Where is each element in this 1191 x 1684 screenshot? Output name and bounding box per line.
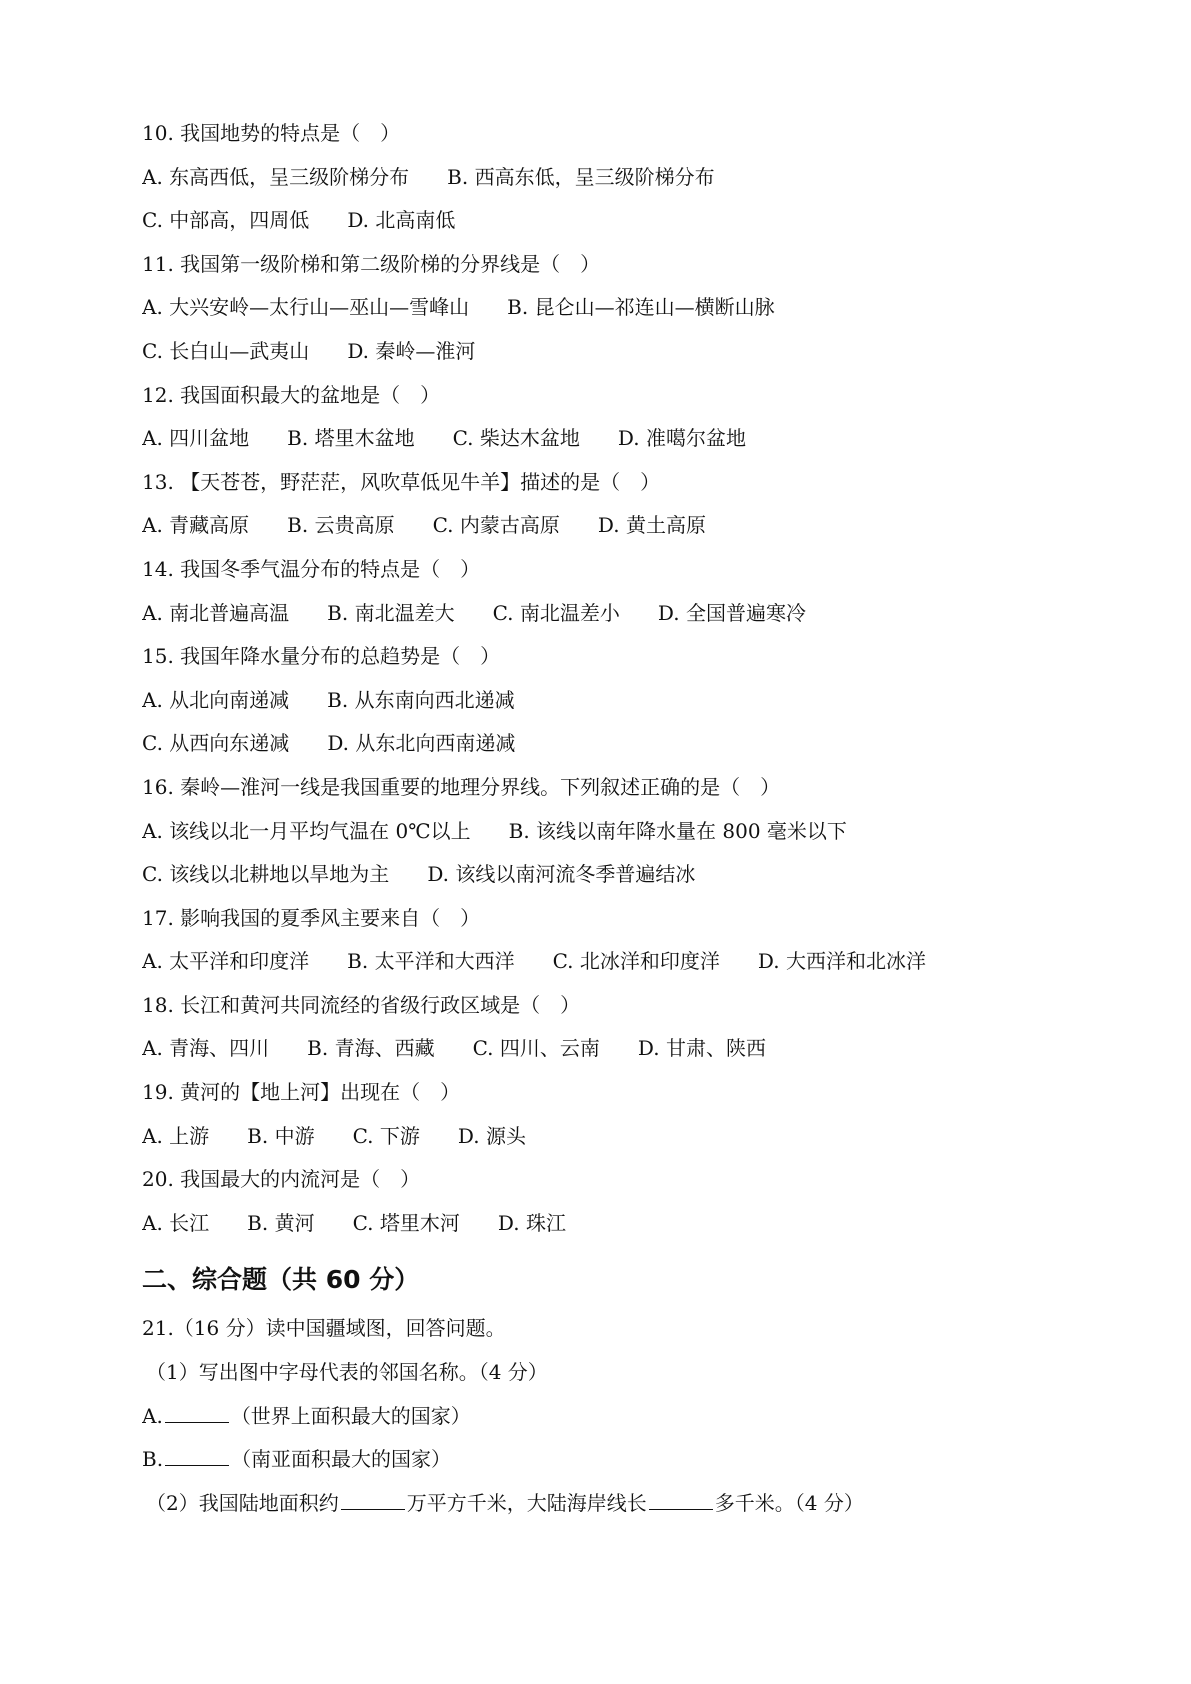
question-stem: 14. 我国冬季气温分布的特点是（ ） (142, 556, 481, 581)
answer-option[interactable]: B. 塔里木盆地 (287, 426, 415, 451)
answer-option[interactable]: C. 塔里木河 (352, 1210, 460, 1235)
answer-option[interactable]: D. 大西洋和北冰洋 (757, 949, 926, 974)
sub-question: （1）写出图中字母代表的邻国名称。（4 分） (146, 1360, 548, 1385)
answer-option[interactable]: C. 北冰洋和印度洋 (552, 949, 720, 974)
section-title: 二、综合题（共 60 分） (142, 1265, 420, 1295)
question-stem: 21.（16 分）读中国疆域图，回答问题。 (142, 1316, 506, 1341)
answer-option[interactable]: D. 从东北向西南递减 (327, 731, 516, 756)
answer-option[interactable]: C. 四川、云南 (472, 1036, 600, 1061)
answer-option[interactable]: B. 从东南向西北递减 (327, 687, 515, 712)
option-row (142, 1027, 1072, 1071)
question-stem: 18. 长江和黄河共同流经的省级行政区域是（ ） (142, 992, 581, 1017)
answer-option[interactable]: C. 南北温差小 (492, 600, 620, 625)
answer-option[interactable]: A. 上游 (142, 1123, 210, 1148)
answer-option[interactable]: D. 珠江 (497, 1210, 566, 1235)
answer-option[interactable]: B. 青海、西藏 (307, 1036, 435, 1061)
option-row (142, 722, 1072, 766)
answer-option[interactable]: B. 云贵高原 (287, 513, 395, 538)
option-row (142, 417, 1072, 461)
answer-option[interactable]: C. 内蒙古高原 (432, 513, 560, 538)
answer-option[interactable]: B. 中游 (247, 1123, 315, 1148)
sub-question (142, 1482, 1072, 1526)
answer-option[interactable]: A. 大兴安岭—太行山—巫山—雪峰山 (142, 295, 470, 320)
question-stem: 19. 黄河的【地上河】出现在（ ） (142, 1080, 461, 1105)
answer-option[interactable]: D. 北高南低 (347, 208, 456, 233)
question-stem: 16. 秦岭—淮河一线是我国重要的地理分界线。下列叙述正确的是（ ） (142, 774, 781, 799)
question-stem: 10. 我国地势的特点是（ ） (142, 121, 401, 145)
answer-option[interactable]: D. 准噶尔盆地 (617, 426, 746, 451)
answer-option[interactable]: C. 从西向东递减 (142, 731, 290, 756)
answer-option[interactable]: C. 中部高，四周低 (142, 208, 310, 233)
answer-option[interactable]: D. 该线以南河流冬季普遍结冰 (427, 862, 696, 887)
question-stem: 17. 影响我国的夏季风主要来自（ ） (142, 905, 481, 930)
answer-blank[interactable] (649, 1491, 713, 1510)
answer-option[interactable]: D. 黄土高原 (597, 513, 706, 538)
fill-note: （世界上面积最大的国家） (230, 1403, 471, 1428)
option-row (142, 286, 1072, 330)
option-row (142, 940, 1072, 984)
answer-option[interactable]: A. 东高西低，呈三级阶梯分布 (142, 164, 410, 189)
answer-option[interactable]: B. 该线以南年降水量在 800 毫米以下 (508, 818, 847, 843)
answer-option[interactable]: A. 南北普遍高温 (142, 600, 290, 625)
option-row (142, 199, 1072, 243)
option-row (142, 679, 1072, 723)
option-row (142, 1115, 1072, 1159)
question-stem: 12. 我国面积最大的盆地是（ ） (142, 382, 441, 407)
fill-prefix: A. (142, 1403, 163, 1428)
question-list (142, 112, 1072, 1525)
question-stem: 13. 【天苍苍，野茫茫，风吹草低见牛羊】描述的是（ ） (142, 469, 661, 494)
question-stem: 20. 我国最大的内流河是（ ） (142, 1167, 421, 1192)
answer-option[interactable]: A. 该线以北一月平均气温在 0℃以上 (142, 818, 471, 843)
answer-option[interactable]: C. 柴达木盆地 (452, 426, 580, 451)
answer-option[interactable]: A. 四川盆地 (142, 426, 250, 451)
option-row (142, 853, 1072, 897)
answer-option[interactable]: B. 太平洋和大西洋 (347, 949, 515, 974)
text-part: 多千米。（4 分） (714, 1490, 864, 1515)
answer-option[interactable]: B. 西高东低，呈三级阶梯分布 (447, 164, 715, 189)
answer-option[interactable]: B. 南北温差大 (327, 600, 455, 625)
answer-option[interactable]: B. 黄河 (247, 1210, 315, 1235)
answer-option[interactable]: C. 该线以北耕地以旱地为主 (142, 862, 390, 887)
answer-option[interactable]: A. 青海、四川 (142, 1036, 270, 1061)
option-row (142, 504, 1072, 548)
answer-blank[interactable] (165, 1404, 229, 1423)
question-stem: 15. 我国年降水量分布的总趋势是（ ） (142, 644, 501, 669)
answer-blank[interactable] (341, 1491, 405, 1510)
answer-option[interactable]: D. 甘肃、陕西 (637, 1036, 766, 1061)
answer-option[interactable]: A. 青藏高原 (142, 513, 250, 538)
option-row (142, 1202, 1072, 1246)
answer-option[interactable]: A. 长江 (142, 1210, 210, 1235)
answer-option[interactable]: B. 昆仑山—祁连山—横断山脉 (507, 295, 775, 320)
answer-option[interactable]: D. 源头 (457, 1123, 526, 1148)
answer-blank[interactable] (165, 1447, 229, 1466)
question-stem: 11. 我国第一级阶梯和第二级阶梯的分界线是（ ） (142, 251, 601, 276)
fill-note: （南亚面积最大的国家） (231, 1447, 452, 1472)
option-row (142, 330, 1072, 374)
answer-option[interactable]: C. 长白山—武夷山 (142, 338, 310, 363)
answer-option[interactable]: A. 太平洋和印度洋 (142, 949, 310, 974)
fill-row-a (142, 1395, 1072, 1439)
answer-option[interactable]: D. 秦岭—淮河 (347, 338, 476, 363)
answer-option[interactable]: D. 全国普遍寒冷 (657, 600, 806, 625)
option-row (142, 156, 1072, 200)
answer-option[interactable]: A. 从北向南递减 (142, 687, 290, 712)
answer-option[interactable]: C. 下游 (352, 1123, 420, 1148)
option-row (142, 810, 1072, 854)
text-part: 万平方千米，大陆海岸线长 (406, 1490, 647, 1515)
fill-row-b (142, 1438, 1072, 1482)
fill-prefix: B. (142, 1447, 164, 1472)
text-part: （2）我国陆地面积约 (146, 1490, 339, 1515)
option-row (142, 592, 1072, 636)
